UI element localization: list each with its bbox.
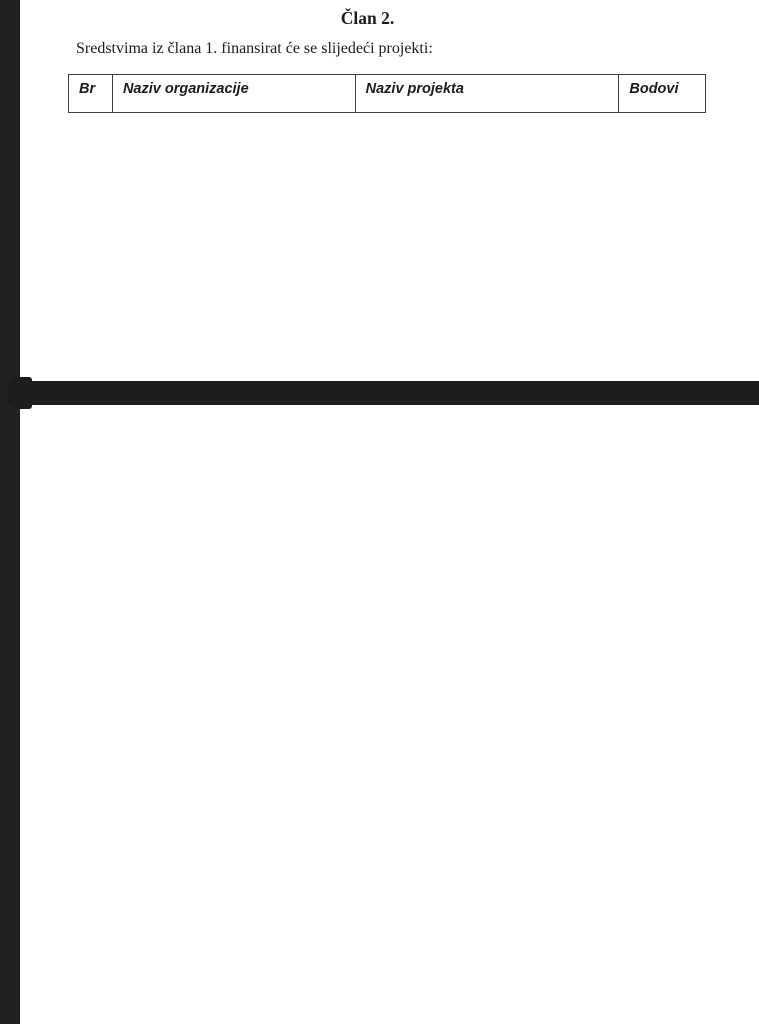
column-header-br: Br — [69, 75, 113, 113]
column-header-organization: Naziv organizacije — [112, 75, 355, 113]
scan-artifact-left-bar — [0, 0, 20, 1024]
column-header-bodovi: Bodovi — [619, 75, 706, 113]
scan-artifact-page-break-bar — [8, 381, 759, 405]
table-header-row — [69, 75, 706, 113]
scan-artifact-bar-junction — [12, 377, 32, 409]
column-header-project: Naziv projekta — [355, 75, 619, 113]
article-title: Član 2. — [340, 8, 395, 28]
intro-text: Sredstvima iz člana 1. finansirat će se slijedeći projekti: — [76, 40, 433, 57]
projects-table-page1 — [68, 74, 706, 113]
